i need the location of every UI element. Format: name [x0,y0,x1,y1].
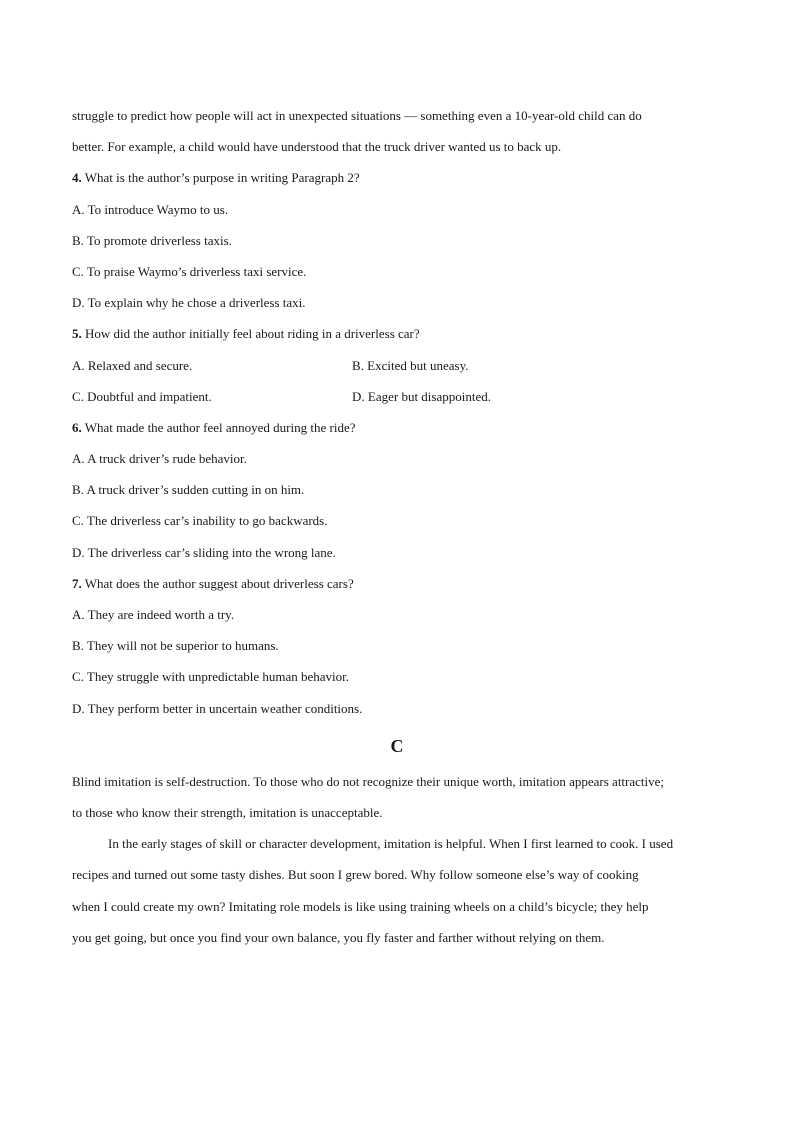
option-b: B. They will not be superior to humans. [72,638,279,654]
question-text: What made the author feel annoyed during the ride? [81,419,356,435]
question-number: 6. [72,419,82,435]
option-c: C. They struggle with unpredictable human behavior. [72,669,350,685]
question-text: How did the author initially feel about riding in a driverless car? [81,326,420,342]
question-number: 5. [72,326,82,342]
option-row [72,381,722,412]
option-a: A. Relaxed and secure. [72,357,193,373]
paragraph-line: you get going, but once you find your own balance, you fly faster and farther without relying on them. [72,929,605,945]
option-d: D. The driverless car’s sliding into the wrong lane. [72,544,336,560]
option-b: B. Excited but uneasy. [352,357,469,373]
question-number: 4. [72,170,82,186]
paragraph-line: to those who know their strength, imitation is unacceptable. [72,804,383,820]
paragraph-line: In the early stages of skill or character development, imitation is helpful. When I first learned to cook. I used [108,836,674,852]
question-text: What is the author’s purpose in writing Paragraph 2? [81,170,360,186]
option-a: A. They are indeed worth a try. [72,607,235,622]
option-c: C. The driverless car’s inability to go backwards. [72,513,328,529]
option-row [72,350,722,381]
option-d: D. To explain why he chose a driverless taxi. [72,295,306,311]
question-6 [72,412,722,443]
question-text: What does the author suggest about driverless cars? [81,575,354,591]
paragraph-line: Blind imitation is self-destruction. To those who do not recognize their unique worth, imitation appears attractive; [72,773,665,789]
question-4 [72,162,722,193]
option-a: A. To introduce Waymo to us. [72,201,229,217]
page-content [72,100,722,953]
option-d: D. Eager but disappointed. [352,388,491,404]
option-a: A. A truck driver’s rude behavior. [72,451,247,467]
paragraph-line: when I could create my own? Imitating role models is like using training wheels on a child’s bicycle; they help [72,898,649,914]
option-b: B. A truck driver’s sudden cutting in on him. [72,482,305,498]
question-7 [72,568,722,599]
option-d: D. They perform better in uncertain weather conditions. [72,700,363,716]
passage-text-line: struggle to predict how people will act in unexpected situations — something even a 10-year-old child can do [72,108,642,123]
option-c: C. Doubtful and impatient. [72,388,212,404]
question-5 [72,318,722,349]
option-b: B. To promote driverless taxis. [72,232,232,248]
passage-text-line: better. For example, a child would have understood that the truck driver wanted us to back up. [72,139,562,155]
paragraph-line: recipes and turned out some tasty dishes. But soon I grew bored. Why follow someone else’s way of cooking [72,867,639,883]
question-number: 7. [72,575,82,591]
option-c: C. To praise Waymo’s driverless taxi service. [72,263,307,279]
section-heading: C [390,735,404,756]
